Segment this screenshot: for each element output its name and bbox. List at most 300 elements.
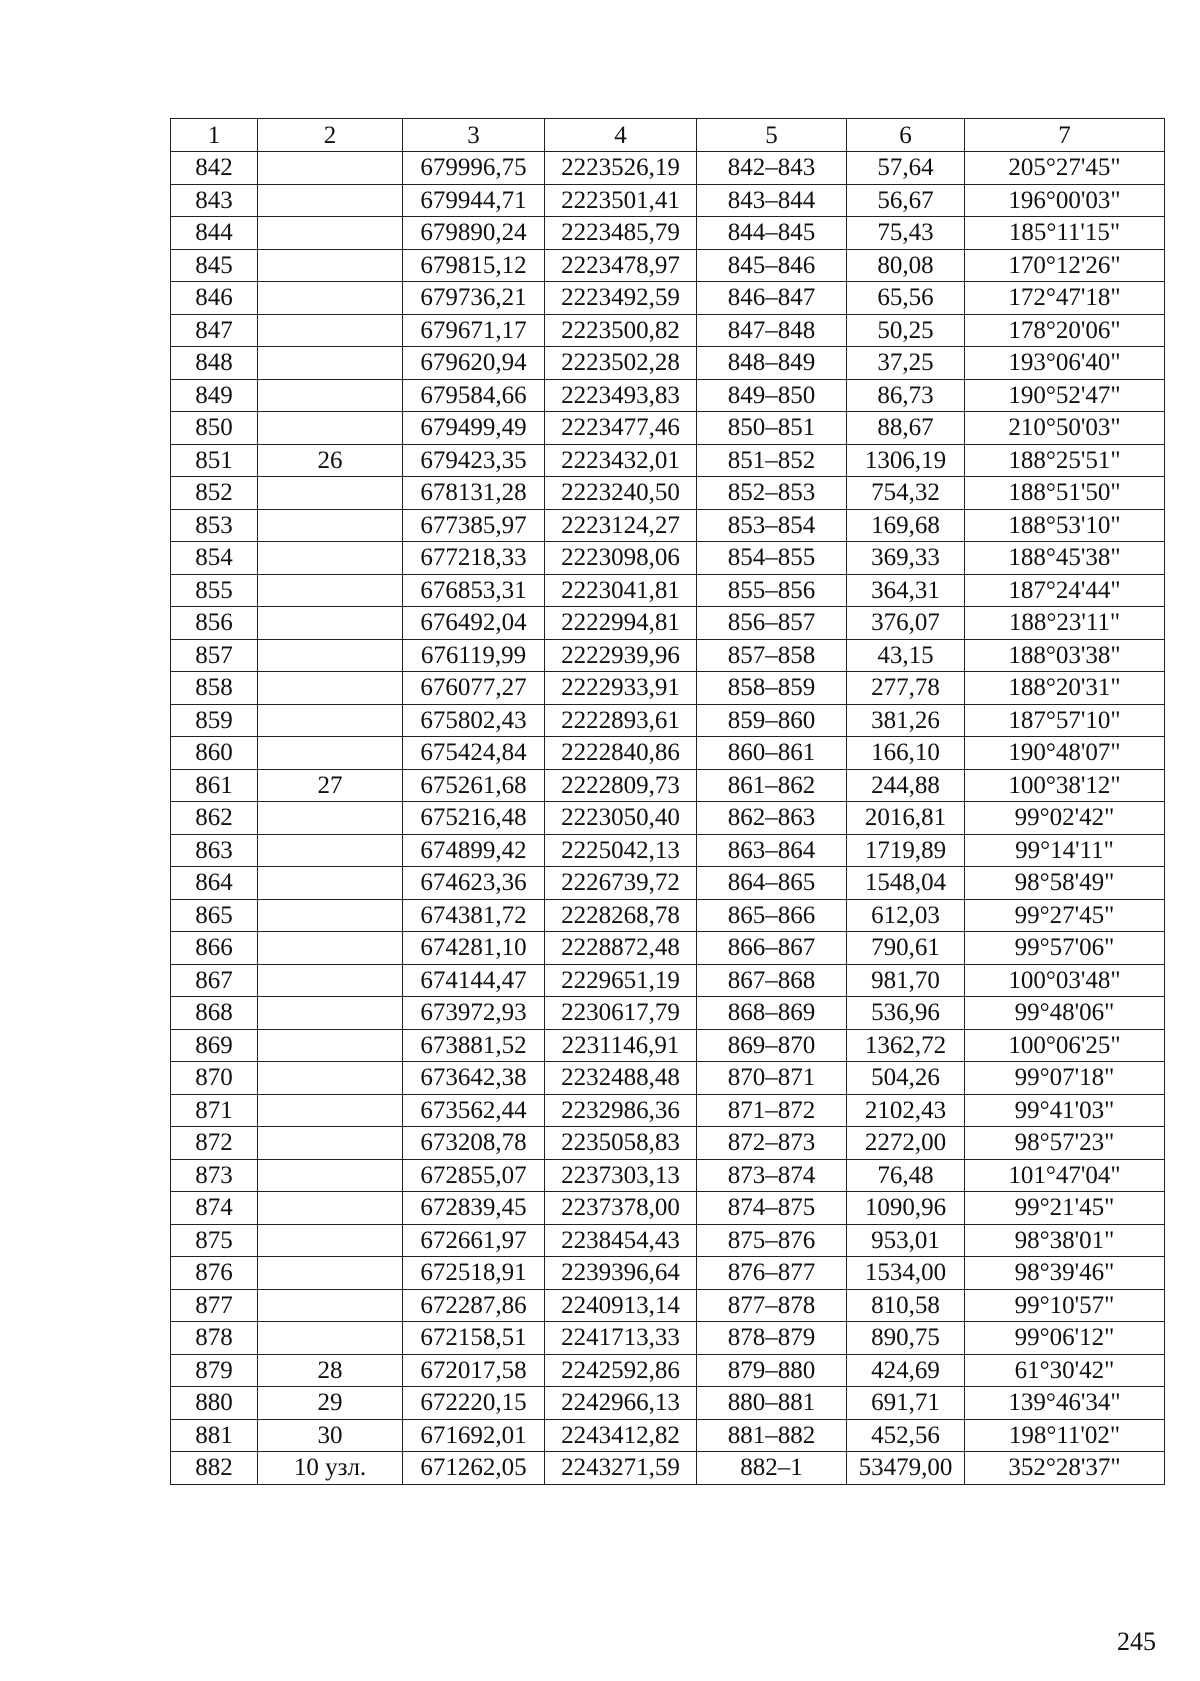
table-cell: 2239396,64 bbox=[545, 1257, 697, 1290]
table-cell: 865 bbox=[171, 899, 258, 932]
table-cell: 188°03'38" bbox=[965, 639, 1165, 672]
table-cell: 2229651,19 bbox=[545, 964, 697, 997]
table-cell: 880–881 bbox=[697, 1387, 847, 1420]
table-cell: 873 bbox=[171, 1159, 258, 1192]
table-row bbox=[171, 1419, 1165, 1452]
table-row bbox=[171, 444, 1165, 477]
table-cell: 2228268,78 bbox=[545, 899, 697, 932]
table-cell: 99°57'06" bbox=[965, 932, 1165, 965]
table-cell: 872–873 bbox=[697, 1127, 847, 1160]
table-cell bbox=[258, 1257, 403, 1290]
table-cell: 676492,04 bbox=[403, 607, 545, 640]
table-cell: 187°57'10" bbox=[965, 704, 1165, 737]
table-cell bbox=[258, 1127, 403, 1160]
table-row bbox=[171, 769, 1165, 802]
table-cell: 842–843 bbox=[697, 152, 847, 185]
table-cell bbox=[258, 964, 403, 997]
table-row bbox=[171, 1354, 1165, 1387]
table-cell: 139°46'34" bbox=[965, 1387, 1165, 1420]
table-cell: 190°52'47" bbox=[965, 379, 1165, 412]
table-cell: 26 bbox=[258, 444, 403, 477]
column-header: 5 bbox=[697, 119, 847, 152]
table-cell: 1362,72 bbox=[847, 1029, 965, 1062]
table-cell: 187°24'44" bbox=[965, 574, 1165, 607]
table-cell: 205°27'45" bbox=[965, 152, 1165, 185]
table-cell: 2222893,61 bbox=[545, 704, 697, 737]
table-row bbox=[171, 932, 1165, 965]
table-row bbox=[171, 607, 1165, 640]
table-cell: 166,10 bbox=[847, 737, 965, 770]
table-cell bbox=[258, 347, 403, 380]
table-cell: 188°53'10" bbox=[965, 509, 1165, 542]
table-cell: 99°02'42" bbox=[965, 802, 1165, 835]
table-row bbox=[171, 802, 1165, 835]
table-cell bbox=[258, 802, 403, 835]
table-cell: 870 bbox=[171, 1062, 258, 1095]
table-cell bbox=[258, 542, 403, 575]
table-cell: 874–875 bbox=[697, 1192, 847, 1225]
table-cell: 867–868 bbox=[697, 964, 847, 997]
table-row bbox=[171, 737, 1165, 770]
table-cell bbox=[258, 672, 403, 705]
table-cell: 867 bbox=[171, 964, 258, 997]
table-cell: 29 bbox=[258, 1387, 403, 1420]
table-cell bbox=[258, 932, 403, 965]
table-cell: 848 bbox=[171, 347, 258, 380]
table-cell bbox=[258, 997, 403, 1030]
table-cell: 99°07'18" bbox=[965, 1062, 1165, 1095]
table-cell: 244,88 bbox=[847, 769, 965, 802]
table-cell: 99°06'12" bbox=[965, 1322, 1165, 1355]
table-row bbox=[171, 997, 1165, 1030]
table-cell: 868–869 bbox=[697, 997, 847, 1030]
table-cell: 277,78 bbox=[847, 672, 965, 705]
table-cell: 679671,17 bbox=[403, 314, 545, 347]
table-cell: 847 bbox=[171, 314, 258, 347]
table-cell: 672220,15 bbox=[403, 1387, 545, 1420]
table-cell bbox=[258, 834, 403, 867]
table-cell: 864 bbox=[171, 867, 258, 900]
table-cell: 857–858 bbox=[697, 639, 847, 672]
table-cell: 849 bbox=[171, 379, 258, 412]
table-cell: 2223485,79 bbox=[545, 217, 697, 250]
table-cell: 2223478,97 bbox=[545, 249, 697, 282]
table-cell: 877 bbox=[171, 1289, 258, 1322]
table-cell: 845–846 bbox=[697, 249, 847, 282]
table-row bbox=[171, 1192, 1165, 1225]
table-row bbox=[171, 282, 1165, 315]
table-cell: 2223477,46 bbox=[545, 412, 697, 445]
table-cell bbox=[258, 1159, 403, 1192]
table-cell: 866–867 bbox=[697, 932, 847, 965]
table-cell: 851–852 bbox=[697, 444, 847, 477]
table-cell: 193°06'40" bbox=[965, 347, 1165, 380]
table-cell: 679423,35 bbox=[403, 444, 545, 477]
table-cell: 99°27'45" bbox=[965, 899, 1165, 932]
table-cell: 862 bbox=[171, 802, 258, 835]
table-cell bbox=[258, 412, 403, 445]
table-cell: 2223240,50 bbox=[545, 477, 697, 510]
table-cell bbox=[258, 249, 403, 282]
table-cell: 2225042,13 bbox=[545, 834, 697, 867]
table-cell: 854 bbox=[171, 542, 258, 575]
table-cell: 856 bbox=[171, 607, 258, 640]
table-row bbox=[171, 834, 1165, 867]
table-cell bbox=[258, 867, 403, 900]
table-cell: 672017,58 bbox=[403, 1354, 545, 1387]
table-row bbox=[171, 217, 1165, 250]
table-cell: 2241713,33 bbox=[545, 1322, 697, 1355]
table-cell: 876–877 bbox=[697, 1257, 847, 1290]
table-row bbox=[171, 1387, 1165, 1420]
table-cell: 843–844 bbox=[697, 184, 847, 217]
column-header: 7 bbox=[965, 119, 1165, 152]
table-cell: 2222994,81 bbox=[545, 607, 697, 640]
table-cell: 864–865 bbox=[697, 867, 847, 900]
table-cell: 844 bbox=[171, 217, 258, 250]
table-cell: 674381,72 bbox=[403, 899, 545, 932]
table-cell: 672287,86 bbox=[403, 1289, 545, 1322]
table-cell: 850 bbox=[171, 412, 258, 445]
table-cell: 2223501,41 bbox=[545, 184, 697, 217]
table-row bbox=[171, 249, 1165, 282]
table-cell: 43,15 bbox=[847, 639, 965, 672]
table-cell bbox=[258, 509, 403, 542]
table-cell bbox=[258, 1094, 403, 1127]
table-cell: 878–879 bbox=[697, 1322, 847, 1355]
table-row bbox=[171, 1029, 1165, 1062]
table-cell: 861 bbox=[171, 769, 258, 802]
table-cell: 679499,49 bbox=[403, 412, 545, 445]
table-cell: 53479,00 bbox=[847, 1452, 965, 1485]
table-cell: 882–1 bbox=[697, 1452, 847, 1485]
table-cell: 878 bbox=[171, 1322, 258, 1355]
table-cell: 877–878 bbox=[697, 1289, 847, 1322]
table-cell: 2243412,82 bbox=[545, 1419, 697, 1452]
table-cell: 2102,43 bbox=[847, 1094, 965, 1127]
table-cell: 843 bbox=[171, 184, 258, 217]
table-row bbox=[171, 899, 1165, 932]
table-cell: 57,64 bbox=[847, 152, 965, 185]
table-cell: 178°20'06" bbox=[965, 314, 1165, 347]
table-row bbox=[171, 1224, 1165, 1257]
table-cell: 2223493,83 bbox=[545, 379, 697, 412]
table-cell: 855 bbox=[171, 574, 258, 607]
table-cell: 100°06'25" bbox=[965, 1029, 1165, 1062]
table-cell: 2243271,59 bbox=[545, 1452, 697, 1485]
table-cell bbox=[258, 1029, 403, 1062]
table-row bbox=[171, 314, 1165, 347]
table-cell: 675424,84 bbox=[403, 737, 545, 770]
table-cell: 846–847 bbox=[697, 282, 847, 315]
table-cell: 869 bbox=[171, 1029, 258, 1062]
table-cell: 852 bbox=[171, 477, 258, 510]
table-cell: 364,31 bbox=[847, 574, 965, 607]
table-cell: 2230617,79 bbox=[545, 997, 697, 1030]
table-cell: 679620,94 bbox=[403, 347, 545, 380]
table-cell: 679584,66 bbox=[403, 379, 545, 412]
table-cell: 674623,36 bbox=[403, 867, 545, 900]
column-header: 2 bbox=[258, 119, 403, 152]
table-cell: 874 bbox=[171, 1192, 258, 1225]
table-cell: 671692,01 bbox=[403, 1419, 545, 1452]
table-cell bbox=[258, 282, 403, 315]
table-cell bbox=[258, 1062, 403, 1095]
table-cell: 1548,04 bbox=[847, 867, 965, 900]
table-cell: 844–845 bbox=[697, 217, 847, 250]
table-cell: 676119,99 bbox=[403, 639, 545, 672]
table-row bbox=[171, 639, 1165, 672]
table-cell: 852–853 bbox=[697, 477, 847, 510]
table-cell: 845 bbox=[171, 249, 258, 282]
table-cell bbox=[258, 574, 403, 607]
table-cell: 2232488,48 bbox=[545, 1062, 697, 1095]
table-cell: 869–870 bbox=[697, 1029, 847, 1062]
table-cell: 879–880 bbox=[697, 1354, 847, 1387]
table-row bbox=[171, 152, 1165, 185]
table-cell: 2223502,28 bbox=[545, 347, 697, 380]
table-cell: 2226739,72 bbox=[545, 867, 697, 900]
table-cell: 677385,97 bbox=[403, 509, 545, 542]
page-number: 245 bbox=[1117, 1627, 1156, 1656]
header-row bbox=[171, 119, 1165, 152]
table-cell: 880 bbox=[171, 1387, 258, 1420]
table-cell: 10 узл. bbox=[258, 1452, 403, 1485]
table-cell: 672855,07 bbox=[403, 1159, 545, 1192]
table-cell: 61°30'42" bbox=[965, 1354, 1165, 1387]
table-cell: 672518,91 bbox=[403, 1257, 545, 1290]
table-cell: 677218,33 bbox=[403, 542, 545, 575]
table-cell: 76,48 bbox=[847, 1159, 965, 1192]
table-cell: 2231146,91 bbox=[545, 1029, 697, 1062]
table-cell: 672661,97 bbox=[403, 1224, 545, 1257]
table-cell: 676077,27 bbox=[403, 672, 545, 705]
table-cell: 810,58 bbox=[847, 1289, 965, 1322]
table-cell: 172°47'18" bbox=[965, 282, 1165, 315]
table-cell: 679815,12 bbox=[403, 249, 545, 282]
table-cell: 882 bbox=[171, 1452, 258, 1485]
table-cell: 37,25 bbox=[847, 347, 965, 380]
table-cell: 198°11'02" bbox=[965, 1419, 1165, 1452]
table-cell: 679944,71 bbox=[403, 184, 545, 217]
table-cell: 1306,19 bbox=[847, 444, 965, 477]
table-cell: 1090,96 bbox=[847, 1192, 965, 1225]
table-row bbox=[171, 1322, 1165, 1355]
table-cell: 452,56 bbox=[847, 1419, 965, 1452]
table-cell: 679890,24 bbox=[403, 217, 545, 250]
table-cell: 2223500,82 bbox=[545, 314, 697, 347]
table-cell: 98°58'49" bbox=[965, 867, 1165, 900]
table-cell: 75,43 bbox=[847, 217, 965, 250]
table-cell: 2237378,00 bbox=[545, 1192, 697, 1225]
table-cell: 2223526,19 bbox=[545, 152, 697, 185]
table-cell: 98°39'46" bbox=[965, 1257, 1165, 1290]
table-cell: 674144,47 bbox=[403, 964, 545, 997]
table-cell: 86,73 bbox=[847, 379, 965, 412]
table-cell: 2223098,06 bbox=[545, 542, 697, 575]
table-cell: 866 bbox=[171, 932, 258, 965]
table-cell: 28 bbox=[258, 1354, 403, 1387]
table-cell: 99°48'06" bbox=[965, 997, 1165, 1030]
table-cell: 673562,44 bbox=[403, 1094, 545, 1127]
table-cell: 2223050,40 bbox=[545, 802, 697, 835]
table-cell bbox=[258, 152, 403, 185]
table-cell: 56,67 bbox=[847, 184, 965, 217]
table-cell: 671262,05 bbox=[403, 1452, 545, 1485]
table-cell: 2232986,36 bbox=[545, 1094, 697, 1127]
table-cell: 672158,51 bbox=[403, 1322, 545, 1355]
table-cell: 870–871 bbox=[697, 1062, 847, 1095]
table-cell: 879 bbox=[171, 1354, 258, 1387]
table-row bbox=[171, 542, 1165, 575]
table-cell: 873–874 bbox=[697, 1159, 847, 1192]
table-cell: 859 bbox=[171, 704, 258, 737]
table-cell: 675216,48 bbox=[403, 802, 545, 835]
table-cell: 875 bbox=[171, 1224, 258, 1257]
table-cell bbox=[258, 379, 403, 412]
table-cell: 790,61 bbox=[847, 932, 965, 965]
table-cell bbox=[258, 314, 403, 347]
table-cell: 981,70 bbox=[847, 964, 965, 997]
table-cell bbox=[258, 607, 403, 640]
table-cell: 2272,00 bbox=[847, 1127, 965, 1160]
table-cell: 2223124,27 bbox=[545, 509, 697, 542]
table-cell: 876 bbox=[171, 1257, 258, 1290]
table-cell bbox=[258, 1224, 403, 1257]
table-cell: 196°00'03" bbox=[965, 184, 1165, 217]
table-cell: 1534,00 bbox=[847, 1257, 965, 1290]
table-cell: 424,69 bbox=[847, 1354, 965, 1387]
table-cell: 210°50'03" bbox=[965, 412, 1165, 445]
table-cell: 98°57'23" bbox=[965, 1127, 1165, 1160]
table-cell: 80,08 bbox=[847, 249, 965, 282]
table-cell bbox=[258, 477, 403, 510]
table-cell: 871–872 bbox=[697, 1094, 847, 1127]
table-row bbox=[171, 1159, 1165, 1192]
table-cell: 188°51'50" bbox=[965, 477, 1165, 510]
table-cell: 679736,21 bbox=[403, 282, 545, 315]
table-cell bbox=[258, 217, 403, 250]
table-cell: 99°10'57" bbox=[965, 1289, 1165, 1322]
table-cell: 2242966,13 bbox=[545, 1387, 697, 1420]
table-row bbox=[171, 672, 1165, 705]
table-cell: 376,07 bbox=[847, 607, 965, 640]
table-cell: 853 bbox=[171, 509, 258, 542]
table-cell: 99°21'45" bbox=[965, 1192, 1165, 1225]
column-header: 3 bbox=[403, 119, 545, 152]
table-cell bbox=[258, 1192, 403, 1225]
table-row bbox=[171, 509, 1165, 542]
table-cell: 855–856 bbox=[697, 574, 847, 607]
table-cell: 857 bbox=[171, 639, 258, 672]
table-cell: 853–854 bbox=[697, 509, 847, 542]
table-cell: 2235058,83 bbox=[545, 1127, 697, 1160]
table-cell: 2222939,96 bbox=[545, 639, 697, 672]
table-cell: 504,26 bbox=[847, 1062, 965, 1095]
table-cell bbox=[258, 184, 403, 217]
table-cell: 851 bbox=[171, 444, 258, 477]
table-cell: 881–882 bbox=[697, 1419, 847, 1452]
table-cell: 675802,43 bbox=[403, 704, 545, 737]
table-row bbox=[171, 379, 1165, 412]
coordinates-table bbox=[170, 118, 1165, 1485]
table-cell: 185°11'15" bbox=[965, 217, 1165, 250]
table-cell: 674899,42 bbox=[403, 834, 545, 867]
table-cell: 868 bbox=[171, 997, 258, 1030]
table-body bbox=[171, 152, 1165, 1485]
table-row bbox=[171, 1094, 1165, 1127]
table-cell: 890,75 bbox=[847, 1322, 965, 1355]
table-row bbox=[171, 1289, 1165, 1322]
table-cell: 101°47'04" bbox=[965, 1159, 1165, 1192]
table-cell: 50,25 bbox=[847, 314, 965, 347]
table-cell: 99°41'03" bbox=[965, 1094, 1165, 1127]
table-cell: 188°45'38" bbox=[965, 542, 1165, 575]
table-cell: 188°25'51" bbox=[965, 444, 1165, 477]
table-cell bbox=[258, 1289, 403, 1322]
table-cell: 863 bbox=[171, 834, 258, 867]
table-cell bbox=[258, 1322, 403, 1355]
table-cell: 860 bbox=[171, 737, 258, 770]
table-cell bbox=[258, 737, 403, 770]
table-cell: 30 bbox=[258, 1419, 403, 1452]
table-cell: 848–849 bbox=[697, 347, 847, 380]
table-cell: 352°28'37" bbox=[965, 1452, 1165, 1485]
table-cell: 865–866 bbox=[697, 899, 847, 932]
table-cell: 674281,10 bbox=[403, 932, 545, 965]
table-cell: 862–863 bbox=[697, 802, 847, 835]
column-header: 4 bbox=[545, 119, 697, 152]
table-cell: 847–848 bbox=[697, 314, 847, 347]
table-cell: 188°23'11" bbox=[965, 607, 1165, 640]
table-cell: 2016,81 bbox=[847, 802, 965, 835]
table-cell: 65,56 bbox=[847, 282, 965, 315]
table-cell: 754,32 bbox=[847, 477, 965, 510]
table-cell: 2237303,13 bbox=[545, 1159, 697, 1192]
table-cell: 859–860 bbox=[697, 704, 847, 737]
table-row bbox=[171, 574, 1165, 607]
table-cell: 849–850 bbox=[697, 379, 847, 412]
table-cell: 854–855 bbox=[697, 542, 847, 575]
table-cell: 2238454,43 bbox=[545, 1224, 697, 1257]
table-cell: 861–862 bbox=[697, 769, 847, 802]
table-cell: 612,03 bbox=[847, 899, 965, 932]
table-cell: 881 bbox=[171, 1419, 258, 1452]
column-header: 6 bbox=[847, 119, 965, 152]
table-cell: 871 bbox=[171, 1094, 258, 1127]
table-cell: 2242592,86 bbox=[545, 1354, 697, 1387]
table-cell: 2222840,86 bbox=[545, 737, 697, 770]
table-row bbox=[171, 1257, 1165, 1290]
table-cell: 100°03'48" bbox=[965, 964, 1165, 997]
table-cell: 2222809,73 bbox=[545, 769, 697, 802]
table-cell: 842 bbox=[171, 152, 258, 185]
table-cell: 953,01 bbox=[847, 1224, 965, 1257]
table-row bbox=[171, 867, 1165, 900]
table-cell: 170°12'26" bbox=[965, 249, 1165, 282]
table-cell bbox=[258, 899, 403, 932]
table-cell: 2223492,59 bbox=[545, 282, 697, 315]
table-cell: 860–861 bbox=[697, 737, 847, 770]
table-cell: 850–851 bbox=[697, 412, 847, 445]
table-cell: 169,68 bbox=[847, 509, 965, 542]
table-row bbox=[171, 1127, 1165, 1160]
column-header: 1 bbox=[171, 119, 258, 152]
table-cell: 872 bbox=[171, 1127, 258, 1160]
table-cell: 99°14'11" bbox=[965, 834, 1165, 867]
table-cell: 381,26 bbox=[847, 704, 965, 737]
table-cell: 2240913,14 bbox=[545, 1289, 697, 1322]
